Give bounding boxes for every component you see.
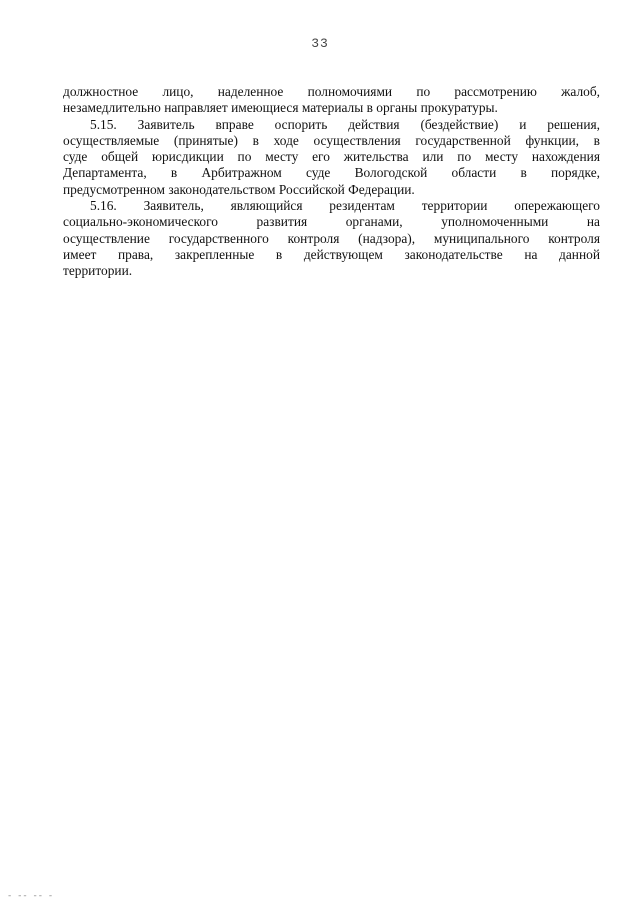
paragraph-line: социально-экономического развития органами, уполномоченными на [63,214,600,230]
paragraph-line: предусмотренном законодательством Российской Федерации. [63,181,415,197]
paragraph-line: Департамента, в Арбитражном суде Вологодской области в порядке, [63,165,600,181]
body-text [63,84,600,280]
paragraph-line: осуществление государственного контроля (надзора), муниципального контроля [63,230,600,246]
paragraph-5-15-first-line: 5.15. Заявитель вправе оспорить действия (бездействие) и решения, [90,116,600,132]
scan-marks: - -- -- - [8,891,55,901]
paragraph-line: незамедлительно направляет имеющиеся материалы в органы прокуратуры. [63,100,498,116]
paragraph-line: суде общей юрисдикции по месту его жительства или по месту нахождения [63,149,600,165]
paragraph-5-16-first-line: 5.16. Заявитель, являющийся резидентам территории опережающего [90,198,600,214]
paragraph-line: имеет права, закрепленные в действующем законодательстве на данной [63,246,600,262]
paragraph-line: должностное лицо, наделенное полномочиями по рассмотрению жалоб, [63,84,600,99]
paragraph-line: территории. [63,263,133,279]
page-number: 33 [311,36,329,51]
paragraph-line: осуществляемые (принятые) в ходе осуществления государственной функции, в [63,132,600,148]
